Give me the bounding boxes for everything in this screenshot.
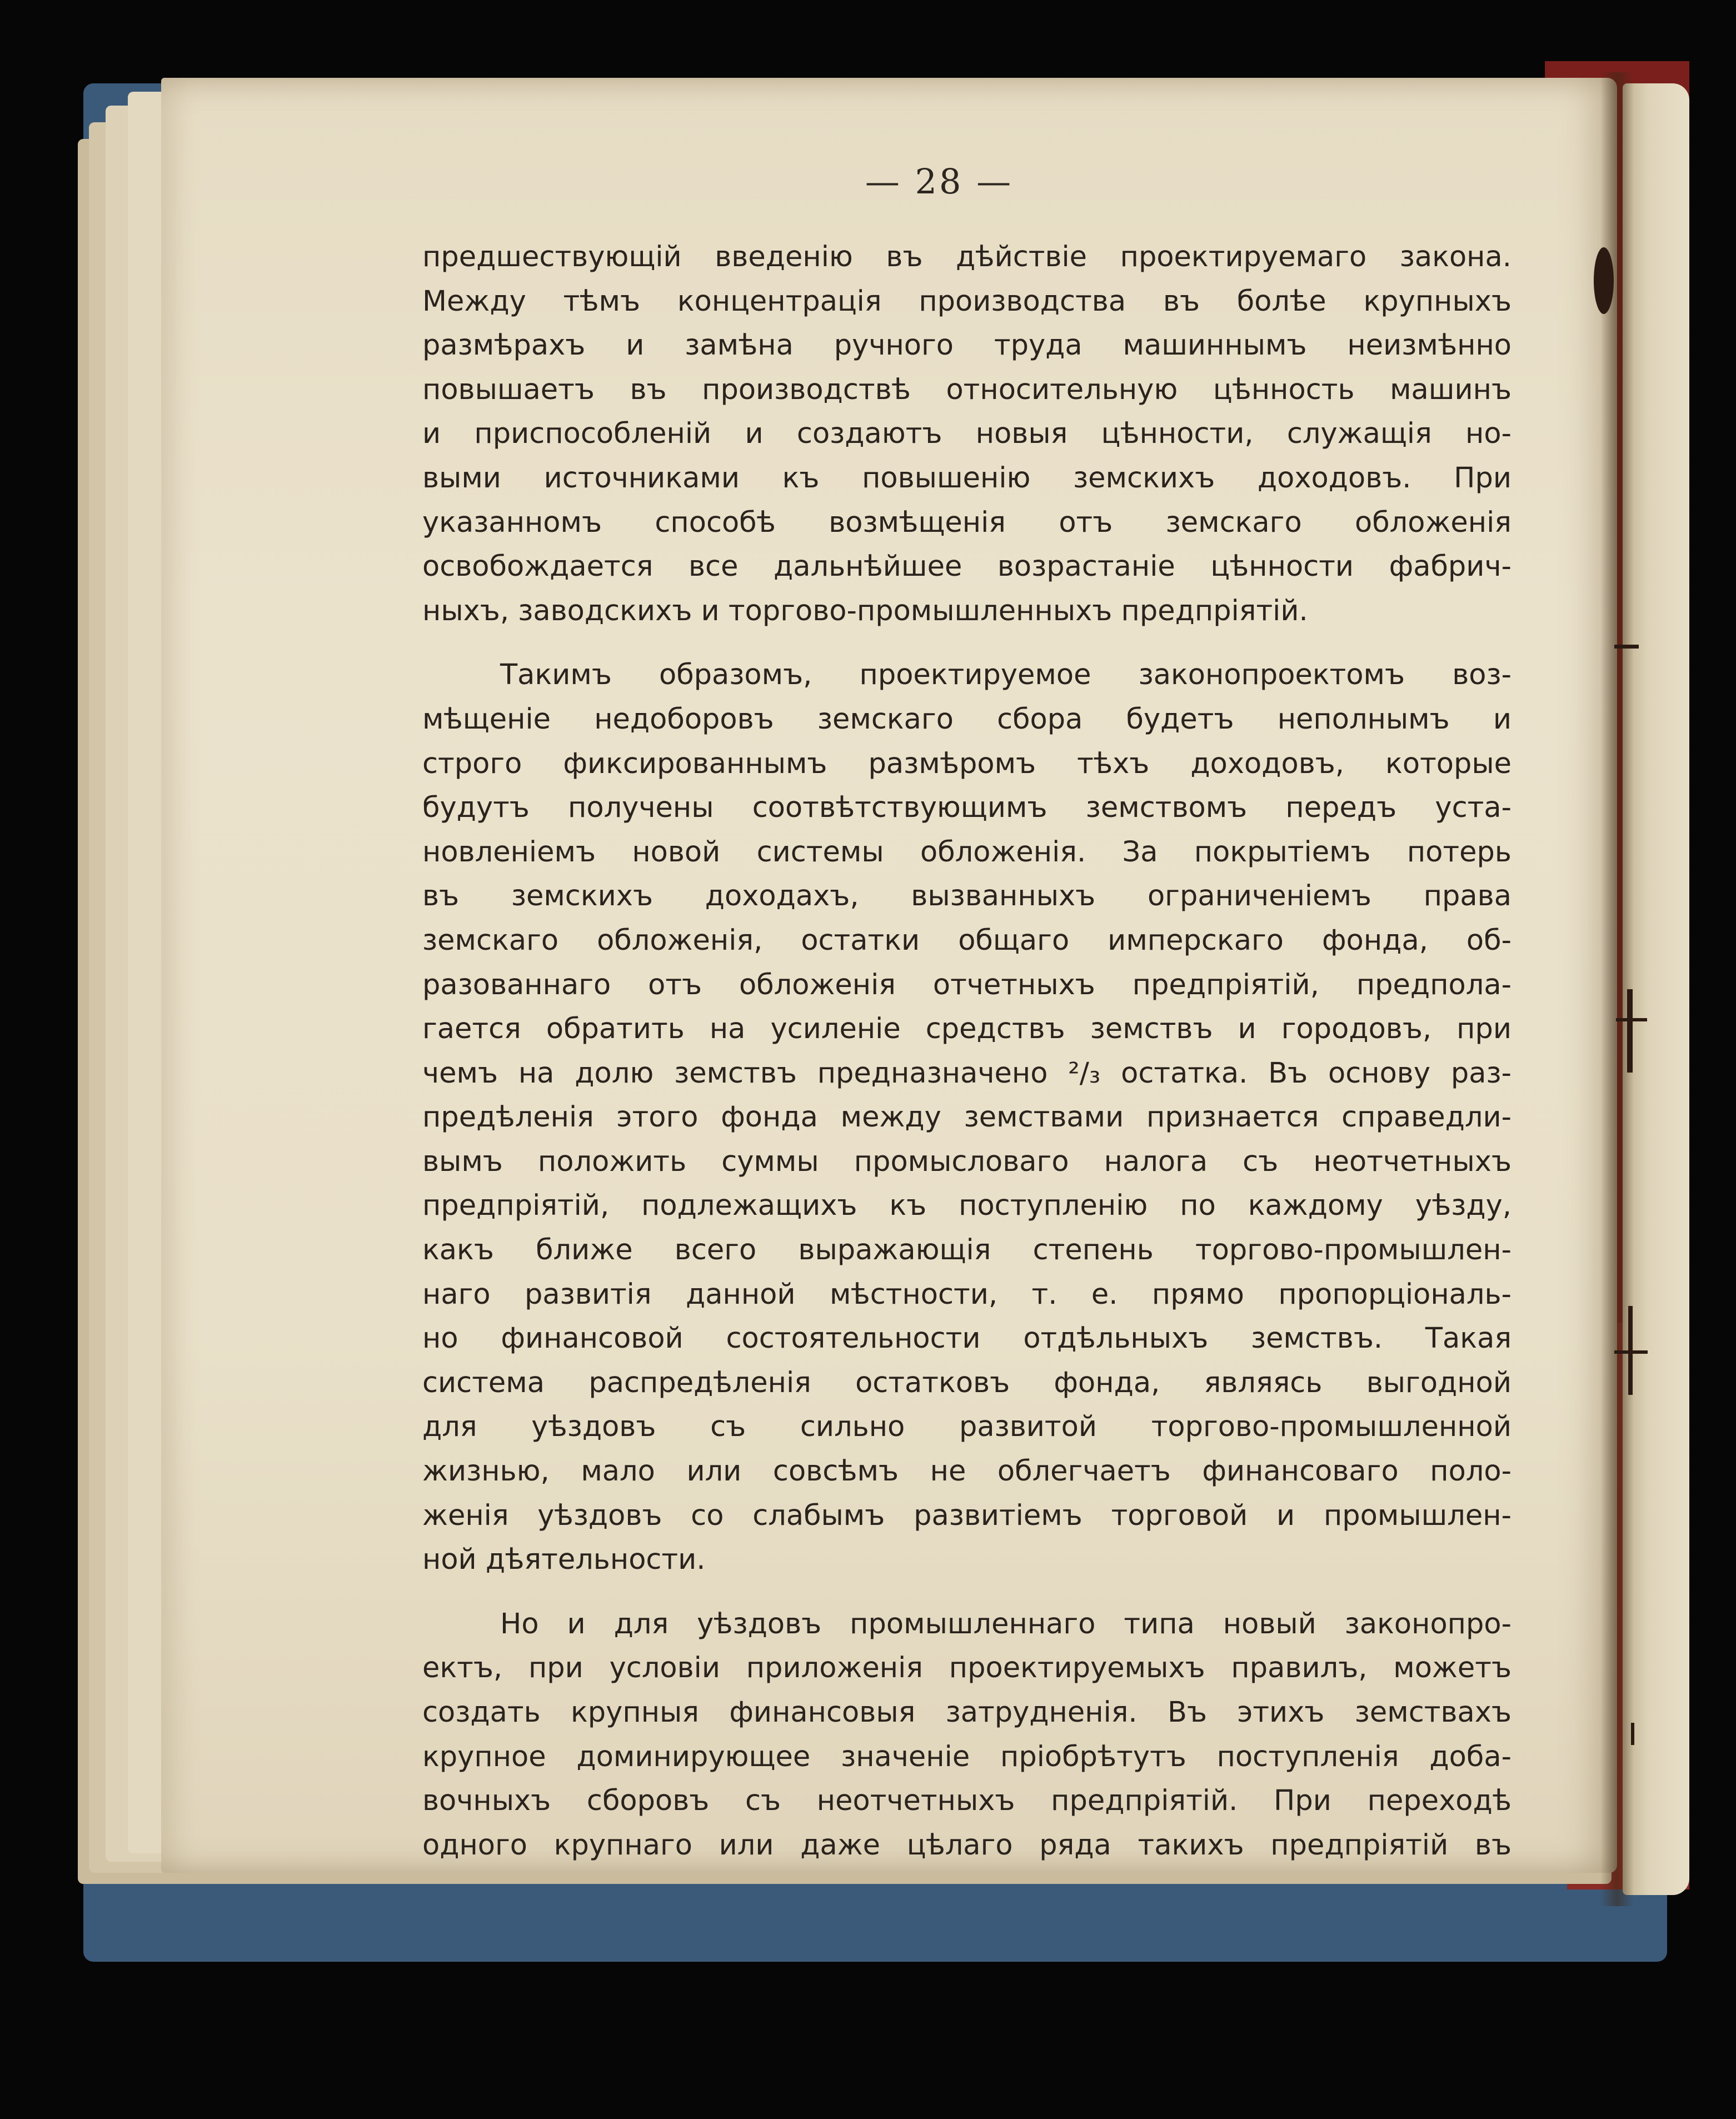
binding-thread <box>1594 247 1614 314</box>
text-line: одного крупнаго или даже цѣлаго ряда такихъ предпріятій въ <box>422 1828 1511 1862</box>
text-line: вочныхъ сборовъ съ неотчетныхъ предпріятій. При переходѣ <box>422 1784 1511 1818</box>
text-line: крупное доминирующее значеніе пріобрѣтутъ поступленія доба- <box>422 1740 1511 1773</box>
text-line: женія уѣздовъ со слабымъ развитіемъ торговой и промышлен- <box>422 1499 1511 1532</box>
text-line: но финансовой состоятельности отдѣльныхъ земствъ. Такая <box>422 1322 1511 1355</box>
binding-thread <box>1616 1018 1647 1021</box>
text-line: повышаетъ въ производствѣ относительную цѣнность машинъ <box>422 373 1511 406</box>
text-line: въ земскихъ доходахъ, вызванныхъ ограниченіемъ права <box>422 880 1511 913</box>
text-line: ектъ, при условіи приложенія проектируемыхъ правилъ, можетъ <box>422 1652 1511 1685</box>
text-line: система распредѣленія остатковъ фонда, являясь выгодной <box>422 1366 1511 1399</box>
text-line: Такимъ образомъ, проектируемое законопроектомъ воз- <box>500 659 1511 692</box>
text-line: и приспособленій и создаютъ новыя цѣнности, служащія но- <box>422 417 1511 451</box>
binding-thread <box>1627 989 1633 1073</box>
text-line: предѣленія этого фонда между земствами признается справедли- <box>422 1101 1511 1134</box>
text-line: создать крупныя финансовыя затрудненія. Въ этихъ земствахъ <box>422 1696 1511 1729</box>
page-number: — 28 — <box>865 161 1014 202</box>
text-line: Но и для уѣздовъ промышленнаго типа новый законопро- <box>500 1607 1511 1641</box>
binding-thread <box>1614 1350 1648 1354</box>
text-line: разованнаго отъ обложенія отчетныхъ предпріятій, предпола- <box>422 968 1511 1001</box>
text-line: размѣрахъ и замѣна ручного труда машиннымъ неизмѣнно <box>422 329 1511 362</box>
text-line: земскаго обложенія, остатки общаго имперскаго фонда, об- <box>422 924 1511 957</box>
text-line: мѣщеніе недоборовъ земскаго сбора будетъ неполнымъ и <box>422 702 1511 736</box>
text-line: указанномъ способѣ возмѣщенія отъ земскаго обложенія <box>422 506 1511 539</box>
text-line: новленіемъ новой системы обложенія. За покрытіемъ потерь <box>422 835 1511 869</box>
text-line: ной дѣятельности. <box>422 1543 706 1577</box>
text-line: предпріятій, подлежащихъ къ поступленію по каждому уѣзду, <box>422 1189 1511 1223</box>
paragraph <box>422 653 1511 1582</box>
text-line: чемъ на долю земствъ предназначено ²/₃ остатка. Въ основу раз- <box>422 1056 1511 1090</box>
binding-thread <box>1631 1723 1634 1745</box>
text-line: строго фиксированнымъ размѣромъ тѣхъ доходовъ, которые <box>422 747 1511 780</box>
binding-thread <box>1614 645 1639 649</box>
text-line: ныхъ, заводскихъ и торгово-промышленныхъ предпріятій. <box>422 594 1308 627</box>
text-line: жизнью, мало или совсѣмъ не облегчаетъ финансоваго поло- <box>422 1455 1511 1488</box>
body-text <box>422 235 1511 1867</box>
paragraph <box>422 235 1511 633</box>
text-line: какъ ближе всего выражающія степень торгово-промышлен- <box>422 1234 1511 1267</box>
text-line: Между тѣмъ концентрація производства въ болѣе крупныхъ <box>422 285 1511 318</box>
text-line: наго развитія данной мѣстности, т. е. прямо пропорціональ- <box>422 1278 1511 1311</box>
text-line: гается обратить на усиленіе средствъ земствъ и городовъ, при <box>422 1013 1511 1046</box>
text-line: для уѣздовъ съ сильно развитой торгово-промышленной <box>422 1410 1511 1444</box>
text-line: предшествующій введенію въ дѣйствіе проектируемаго закона. <box>422 241 1511 273</box>
text-line: освобождается все дальнѣйшее возрастаніе цѣнности фабрич- <box>422 550 1511 584</box>
text-line: будутъ получены соотвѣтствующимъ земствомъ передъ уста- <box>422 791 1511 825</box>
paragraph <box>422 1602 1511 1868</box>
text-line: выми источниками къ повышенію земскихъ доходовъ. При <box>422 461 1511 495</box>
text-line: вымъ положить суммы промысловаго налога съ неотчетныхъ <box>422 1145 1511 1178</box>
